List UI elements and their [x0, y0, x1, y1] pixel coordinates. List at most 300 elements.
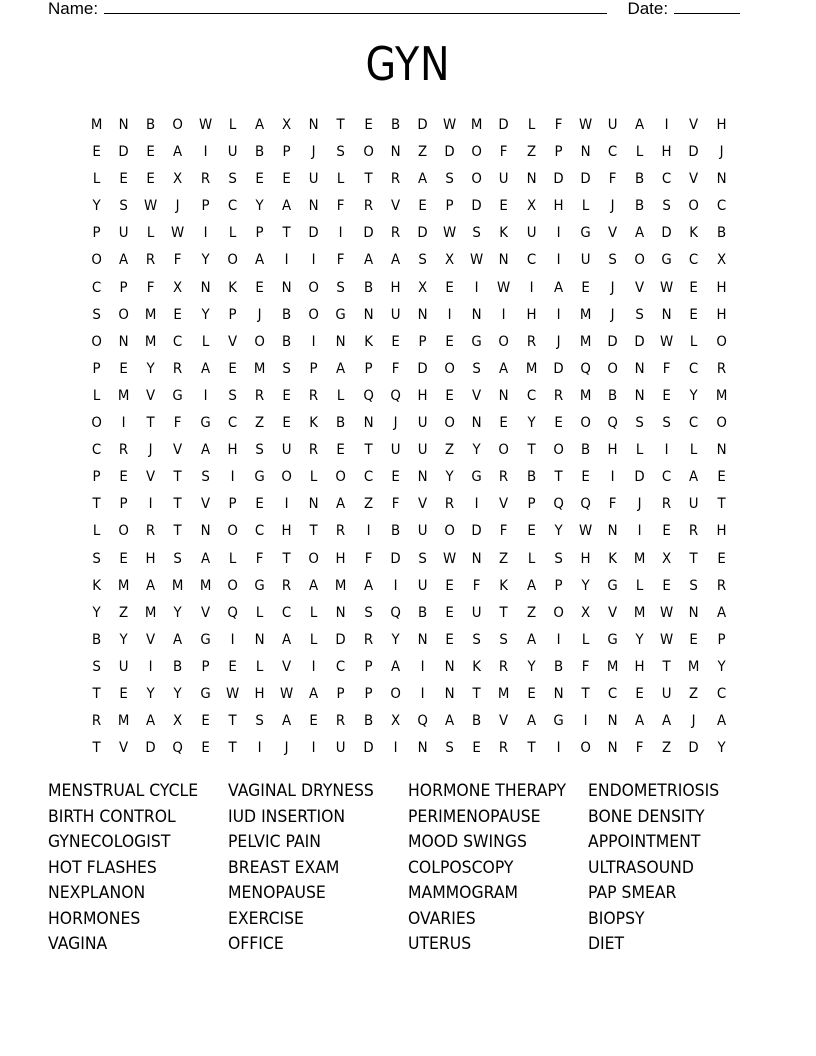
grid-cell[interactable]: D	[471, 198, 482, 215]
grid-cell[interactable]: O	[390, 685, 401, 702]
grid-cell[interactable]: A	[716, 604, 726, 621]
grid-cell[interactable]: A	[254, 117, 265, 133]
grid-cell[interactable]: S	[553, 550, 563, 567]
grid-cell[interactable]: U	[607, 117, 618, 133]
grid-cell[interactable]: F	[500, 144, 508, 161]
grid-cell[interactable]: T	[282, 225, 291, 242]
grid-cell[interactable]: L	[690, 442, 698, 459]
grid-cell[interactable]: J	[719, 144, 724, 161]
grid-cell[interactable]: N	[335, 604, 346, 621]
grid-cell[interactable]: S	[255, 713, 264, 730]
grid-cell[interactable]: H	[417, 387, 428, 404]
grid-cell[interactable]: E	[336, 442, 346, 459]
grid-cell[interactable]: N	[200, 523, 211, 540]
grid-cell[interactable]: O	[607, 360, 618, 377]
grid-cell[interactable]: J	[148, 442, 153, 459]
grid-cell[interactable]: O	[498, 442, 510, 459]
grid-cell[interactable]: D	[145, 740, 157, 757]
grid-cell[interactable]: O	[444, 415, 455, 432]
grid-cell[interactable]: T	[173, 496, 183, 513]
grid-cell[interactable]: X	[282, 117, 292, 133]
grid-cell[interactable]: D	[362, 740, 374, 757]
grid-cell[interactable]: E	[200, 740, 210, 757]
grid-cell[interactable]: T	[526, 740, 536, 757]
grid-cell[interactable]: Y	[201, 252, 210, 269]
grid-cell[interactable]: Q	[580, 360, 591, 377]
grid-cell[interactable]: P	[554, 144, 563, 161]
grid-cell[interactable]: D	[580, 171, 591, 188]
grid-cell[interactable]: E	[119, 171, 128, 188]
grid-cell[interactable]: R	[363, 198, 373, 215]
grid-cell[interactable]: L	[310, 469, 318, 486]
grid-cell[interactable]: J	[284, 740, 289, 757]
grid-cell[interactable]: F	[554, 117, 563, 133]
grid-cell[interactable]: Y	[635, 631, 644, 648]
grid-cell[interactable]: S	[92, 550, 101, 567]
grid-cell[interactable]: T	[364, 171, 373, 188]
grid-cell[interactable]: W	[660, 604, 674, 621]
grid-cell[interactable]: D	[308, 225, 319, 242]
grid-cell[interactable]: A	[417, 171, 428, 188]
grid-cell[interactable]: D	[634, 469, 645, 486]
grid-cell[interactable]: G	[553, 713, 564, 730]
grid-cell[interactable]: C	[91, 279, 102, 296]
grid-cell[interactable]: X	[445, 252, 455, 269]
grid-cell[interactable]: T	[92, 685, 101, 702]
grid-cell[interactable]: J	[311, 144, 316, 161]
grid-cell[interactable]: C	[716, 685, 726, 702]
grid-cell[interactable]: D	[417, 360, 428, 377]
grid-cell[interactable]: S	[472, 360, 482, 377]
grid-cell[interactable]: J	[556, 333, 561, 350]
grid-cell[interactable]: C	[227, 415, 238, 432]
grid-cell[interactable]: E	[581, 279, 590, 296]
grid-cell[interactable]: I	[501, 306, 506, 323]
grid-cell[interactable]: I	[284, 252, 289, 269]
grid-cell[interactable]: T	[554, 469, 563, 486]
grid-cell[interactable]: P	[364, 658, 373, 675]
grid-cell[interactable]: P	[119, 279, 128, 296]
grid-cell[interactable]: R	[309, 387, 319, 404]
grid-cell[interactable]: Y	[255, 198, 264, 215]
grid-cell[interactable]: W	[660, 279, 674, 296]
grid-cell[interactable]: V	[146, 631, 156, 648]
grid-cell[interactable]: W	[171, 225, 185, 242]
grid-cell[interactable]: Y	[92, 604, 101, 621]
grid-cell[interactable]: L	[310, 631, 318, 648]
grid-cell[interactable]: H	[227, 442, 238, 459]
grid-cell[interactable]: S	[689, 577, 699, 594]
grid-cell[interactable]: V	[635, 279, 645, 296]
grid-cell[interactable]: S	[472, 225, 482, 242]
grid-cell[interactable]: S	[635, 415, 644, 432]
grid-cell[interactable]: V	[390, 198, 400, 215]
grid-cell[interactable]: C	[254, 523, 265, 540]
grid-cell[interactable]: C	[689, 252, 699, 269]
grid-cell[interactable]: D	[688, 144, 700, 161]
grid-cell[interactable]: U	[417, 415, 428, 432]
grid-cell[interactable]: P	[364, 685, 373, 702]
grid-cell[interactable]: E	[635, 685, 644, 702]
grid-cell[interactable]: E	[716, 469, 726, 486]
grid-cell[interactable]: A	[309, 577, 319, 594]
grid-cell[interactable]: Z	[689, 685, 699, 702]
grid-cell[interactable]: T	[228, 713, 237, 730]
grid-cell[interactable]: I	[474, 496, 479, 513]
grid-cell[interactable]: B	[635, 171, 645, 188]
grid-cell[interactable]: V	[607, 604, 618, 621]
grid-cell[interactable]: H	[607, 442, 618, 459]
grid-cell[interactable]: E	[445, 577, 454, 594]
grid-cell[interactable]: M	[335, 577, 347, 594]
grid-cell[interactable]: U	[308, 171, 319, 188]
grid-cell[interactable]: H	[281, 523, 292, 540]
grid-cell[interactable]: A	[445, 713, 455, 730]
grid-cell[interactable]: R	[526, 333, 536, 350]
grid-cell[interactable]: T	[364, 442, 373, 459]
grid-cell[interactable]: H	[716, 306, 727, 323]
grid-cell[interactable]: I	[311, 740, 316, 757]
grid-cell[interactable]: M	[633, 550, 646, 567]
grid-cell[interactable]: Z	[119, 604, 129, 621]
grid-cell[interactable]: Y	[119, 631, 128, 648]
grid-cell[interactable]: O	[471, 144, 483, 161]
grid-cell[interactable]: L	[337, 171, 345, 188]
grid-cell[interactable]: K	[689, 225, 699, 242]
grid-cell[interactable]: N	[634, 387, 645, 404]
grid-cell[interactable]: I	[257, 740, 262, 757]
grid-cell[interactable]: M	[633, 604, 646, 621]
grid-cell[interactable]: T	[173, 469, 183, 486]
grid-cell[interactable]: Z	[526, 144, 536, 161]
grid-cell[interactable]: H	[716, 523, 727, 540]
grid-cell[interactable]: S	[228, 387, 237, 404]
grid-cell[interactable]: L	[92, 387, 101, 404]
grid-cell[interactable]: H	[716, 279, 727, 296]
grid-cell[interactable]: U	[390, 442, 401, 459]
grid-cell[interactable]: X	[417, 279, 428, 296]
grid-cell[interactable]: Q	[390, 387, 401, 404]
grid-cell[interactable]: G	[335, 306, 347, 323]
grid-cell[interactable]: E	[526, 523, 536, 540]
grid-cell[interactable]: L	[255, 604, 264, 621]
grid-cell[interactable]: D	[362, 225, 374, 242]
grid-cell[interactable]: I	[556, 740, 561, 757]
grid-cell[interactable]: J	[637, 496, 642, 513]
grid-cell[interactable]: Y	[173, 604, 183, 621]
grid-cell[interactable]: I	[556, 631, 561, 648]
grid-cell[interactable]: O	[227, 523, 238, 540]
grid-cell[interactable]: A	[553, 279, 563, 296]
grid-cell[interactable]: B	[363, 279, 373, 296]
grid-cell[interactable]: N	[471, 306, 482, 323]
grid-cell[interactable]: K	[363, 333, 373, 350]
grid-cell[interactable]: C	[173, 333, 183, 350]
grid-cell[interactable]: F	[364, 550, 372, 567]
grid-cell[interactable]: N	[444, 658, 455, 675]
grid-cell[interactable]: E	[445, 333, 454, 350]
grid-cell[interactable]: L	[92, 523, 101, 540]
grid-cell[interactable]: O	[580, 740, 591, 757]
name-field[interactable]	[104, 0, 607, 14]
grid-cell[interactable]: Y	[92, 198, 101, 215]
grid-cell[interactable]: S	[200, 469, 210, 486]
grid-cell[interactable]: N	[417, 631, 428, 648]
grid-cell[interactable]: R	[499, 658, 509, 675]
grid-cell[interactable]: E	[363, 117, 373, 133]
grid-cell[interactable]: Q	[607, 415, 618, 432]
grid-cell[interactable]: X	[526, 198, 536, 215]
grid-cell[interactable]: S	[445, 171, 454, 188]
grid-cell[interactable]: E	[662, 577, 672, 594]
grid-cell[interactable]: N	[526, 171, 537, 188]
grid-cell[interactable]: C	[227, 198, 238, 215]
grid-cell[interactable]: D	[444, 144, 455, 161]
grid-cell[interactable]: C	[607, 685, 618, 702]
grid-cell[interactable]: N	[716, 442, 727, 459]
grid-cell[interactable]: E	[309, 713, 319, 730]
grid-cell[interactable]: R	[390, 171, 400, 188]
grid-cell[interactable]: B	[363, 713, 373, 730]
grid-cell[interactable]: U	[281, 442, 292, 459]
grid-cell[interactable]: U	[499, 171, 509, 188]
grid-cell[interactable]: B	[417, 604, 428, 621]
grid-cell[interactable]: I	[393, 577, 398, 594]
grid-cell[interactable]: O	[118, 523, 129, 540]
grid-cell[interactable]: E	[445, 604, 454, 621]
grid-cell[interactable]: S	[662, 198, 672, 215]
grid-cell[interactable]: B	[173, 658, 183, 675]
grid-cell[interactable]: E	[173, 306, 183, 323]
grid-cell[interactable]: O	[308, 279, 320, 296]
grid-cell[interactable]: T	[662, 658, 671, 675]
grid-cell[interactable]: R	[662, 496, 672, 513]
grid-cell[interactable]: U	[390, 306, 401, 323]
grid-cell[interactable]: K	[472, 658, 482, 675]
grid-cell[interactable]: H	[390, 279, 401, 296]
grid-cell[interactable]: B	[526, 469, 536, 486]
grid-cell[interactable]: S	[363, 604, 373, 621]
grid-cell[interactable]: F	[500, 523, 508, 540]
grid-cell[interactable]: Y	[554, 523, 563, 540]
grid-cell[interactable]: E	[92, 144, 101, 161]
grid-cell[interactable]: A	[363, 252, 373, 269]
grid-cell[interactable]: R	[336, 713, 346, 730]
grid-cell[interactable]: O	[552, 604, 564, 621]
grid-cell[interactable]: W	[225, 685, 239, 702]
grid-cell[interactable]: T	[581, 685, 590, 702]
grid-cell[interactable]: A	[282, 631, 292, 648]
grid-cell[interactable]: E	[418, 198, 427, 215]
grid-cell[interactable]: O	[227, 252, 238, 269]
grid-cell[interactable]: N	[417, 469, 428, 486]
grid-cell[interactable]: A	[173, 631, 183, 648]
grid-cell[interactable]: E	[445, 279, 454, 296]
grid-cell[interactable]: E	[282, 415, 291, 432]
grid-cell[interactable]: N	[363, 415, 374, 432]
grid-cell[interactable]: G	[254, 469, 265, 486]
grid-cell[interactable]: I	[311, 333, 316, 350]
grid-cell[interactable]: F	[174, 252, 182, 269]
grid-cell[interactable]: B	[336, 415, 346, 432]
grid-cell[interactable]: B	[91, 631, 102, 648]
grid-cell[interactable]: L	[255, 658, 264, 675]
grid-cell[interactable]: J	[176, 198, 181, 215]
grid-cell[interactable]: R	[716, 360, 726, 377]
grid-cell[interactable]: E	[119, 685, 128, 702]
grid-cell[interactable]: L	[581, 198, 590, 215]
grid-cell[interactable]: Q	[362, 387, 374, 404]
grid-cell[interactable]: P	[92, 225, 101, 242]
grid-cell[interactable]: U	[661, 685, 672, 702]
grid-cell[interactable]: O	[715, 333, 727, 350]
grid-cell[interactable]: A	[200, 360, 210, 377]
grid-cell[interactable]: R	[363, 631, 373, 648]
grid-cell[interactable]: E	[526, 685, 536, 702]
grid-cell[interactable]: N	[200, 279, 211, 296]
grid-cell[interactable]: H	[145, 550, 156, 567]
grid-cell[interactable]: L	[228, 550, 237, 567]
grid-cell[interactable]: M	[579, 387, 592, 404]
grid-cell[interactable]: V	[282, 658, 292, 675]
grid-cell[interactable]: R	[254, 387, 265, 404]
grid-cell[interactable]: O	[688, 198, 700, 215]
grid-cell[interactable]: Z	[662, 740, 672, 757]
grid-cell[interactable]: D	[498, 117, 510, 133]
grid-cell[interactable]: I	[311, 658, 316, 675]
grid-cell[interactable]: N	[471, 550, 482, 567]
grid-cell[interactable]: F	[635, 740, 644, 757]
grid-cell[interactable]: E	[146, 171, 156, 188]
grid-cell[interactable]: Y	[472, 442, 481, 459]
grid-cell[interactable]: U	[118, 658, 129, 675]
grid-cell[interactable]: T	[92, 496, 101, 513]
grid-cell[interactable]: W	[443, 117, 457, 133]
grid-cell[interactable]: L	[92, 171, 101, 188]
grid-cell[interactable]: E	[445, 631, 454, 648]
grid-cell[interactable]: A	[390, 658, 400, 675]
grid-cell[interactable]: O	[362, 144, 374, 161]
grid-cell[interactable]: G	[200, 415, 211, 432]
grid-cell[interactable]: G	[580, 225, 591, 242]
grid-cell[interactable]: N	[689, 604, 700, 621]
grid-cell[interactable]: L	[635, 577, 644, 594]
grid-cell[interactable]: C	[716, 198, 726, 215]
grid-cell[interactable]: A	[200, 442, 210, 459]
grid-cell[interactable]: E	[554, 415, 563, 432]
grid-cell[interactable]: A	[282, 198, 292, 215]
grid-cell[interactable]: R	[689, 523, 699, 540]
grid-cell[interactable]: R	[336, 523, 346, 540]
grid-cell[interactable]: F	[391, 496, 400, 513]
grid-cell[interactable]: A	[526, 577, 536, 594]
grid-cell[interactable]: G	[254, 577, 265, 594]
grid-cell[interactable]: F	[337, 198, 345, 215]
grid-cell[interactable]: I	[230, 631, 235, 648]
grid-cell[interactable]: T	[282, 550, 291, 567]
grid-cell[interactable]: D	[471, 523, 482, 540]
grid-cell[interactable]: P	[201, 198, 210, 215]
grid-cell[interactable]: G	[200, 685, 211, 702]
grid-cell[interactable]: E	[282, 387, 291, 404]
grid-cell[interactable]: G	[607, 577, 618, 594]
grid-cell[interactable]: A	[119, 252, 129, 269]
grid-cell[interactable]: I	[556, 225, 561, 242]
grid-cell[interactable]: G	[471, 333, 482, 350]
grid-cell[interactable]: E	[228, 658, 237, 675]
grid-cell[interactable]: P	[282, 144, 291, 161]
grid-cell[interactable]: M	[471, 117, 483, 133]
grid-cell[interactable]: F	[391, 360, 400, 377]
grid-cell[interactable]: M	[498, 685, 510, 702]
grid-cell[interactable]: Z	[499, 550, 509, 567]
grid-cell[interactable]: M	[117, 713, 130, 730]
grid-cell[interactable]: E	[255, 171, 264, 188]
grid-cell[interactable]: O	[444, 360, 455, 377]
grid-cell[interactable]: I	[556, 252, 561, 269]
grid-cell[interactable]: U	[417, 523, 428, 540]
grid-cell[interactable]: U	[580, 252, 591, 269]
grid-cell[interactable]: O	[580, 415, 591, 432]
grid-cell[interactable]: R	[499, 469, 509, 486]
grid-cell[interactable]: B	[282, 306, 292, 323]
grid-cell[interactable]: R	[173, 360, 183, 377]
grid-cell[interactable]: E	[499, 415, 509, 432]
grid-cell[interactable]: N	[661, 306, 672, 323]
grid-cell[interactable]: O	[335, 469, 347, 486]
grid-cell[interactable]: E	[119, 550, 128, 567]
grid-cell[interactable]: M	[117, 577, 130, 594]
grid-cell[interactable]: Q	[390, 604, 401, 621]
grid-cell[interactable]: P	[309, 360, 318, 377]
grid-cell[interactable]: N	[390, 144, 401, 161]
grid-cell[interactable]: O	[254, 333, 265, 350]
grid-cell[interactable]: I	[474, 279, 479, 296]
grid-cell[interactable]: I	[203, 387, 208, 404]
grid-cell[interactable]: I	[203, 225, 208, 242]
grid-cell[interactable]: H	[580, 550, 591, 567]
grid-cell[interactable]: Z	[254, 415, 265, 432]
grid-cell[interactable]: R	[716, 577, 726, 594]
grid-cell[interactable]: O	[498, 333, 510, 350]
grid-cell[interactable]: Z	[445, 442, 455, 459]
grid-cell[interactable]: L	[201, 333, 209, 350]
grid-cell[interactable]: R	[309, 442, 319, 459]
grid-cell[interactable]: T	[92, 740, 101, 757]
grid-cell[interactable]: E	[716, 550, 726, 567]
grid-cell[interactable]: B	[580, 442, 590, 459]
grid-cell[interactable]: V	[499, 713, 509, 730]
grid-cell[interactable]: S	[92, 306, 101, 323]
grid-cell[interactable]: O	[634, 252, 645, 269]
grid-cell[interactable]: E	[228, 360, 237, 377]
grid-cell[interactable]: T	[717, 496, 726, 513]
grid-cell[interactable]: M	[253, 360, 266, 377]
grid-cell[interactable]: A	[200, 550, 210, 567]
grid-cell[interactable]: N	[335, 333, 346, 350]
grid-cell[interactable]: E	[581, 469, 590, 486]
grid-cell[interactable]: J	[610, 279, 615, 296]
grid-cell[interactable]: T	[228, 740, 237, 757]
grid-cell[interactable]: Y	[445, 469, 454, 486]
grid-cell[interactable]: S	[472, 631, 482, 648]
grid-cell[interactable]: S	[418, 550, 427, 567]
grid-cell[interactable]: O	[91, 252, 102, 269]
grid-cell[interactable]: S	[418, 252, 427, 269]
grid-cell[interactable]: U	[227, 144, 238, 161]
grid-cell[interactable]: I	[556, 306, 561, 323]
grid-cell[interactable]: I	[637, 523, 642, 540]
